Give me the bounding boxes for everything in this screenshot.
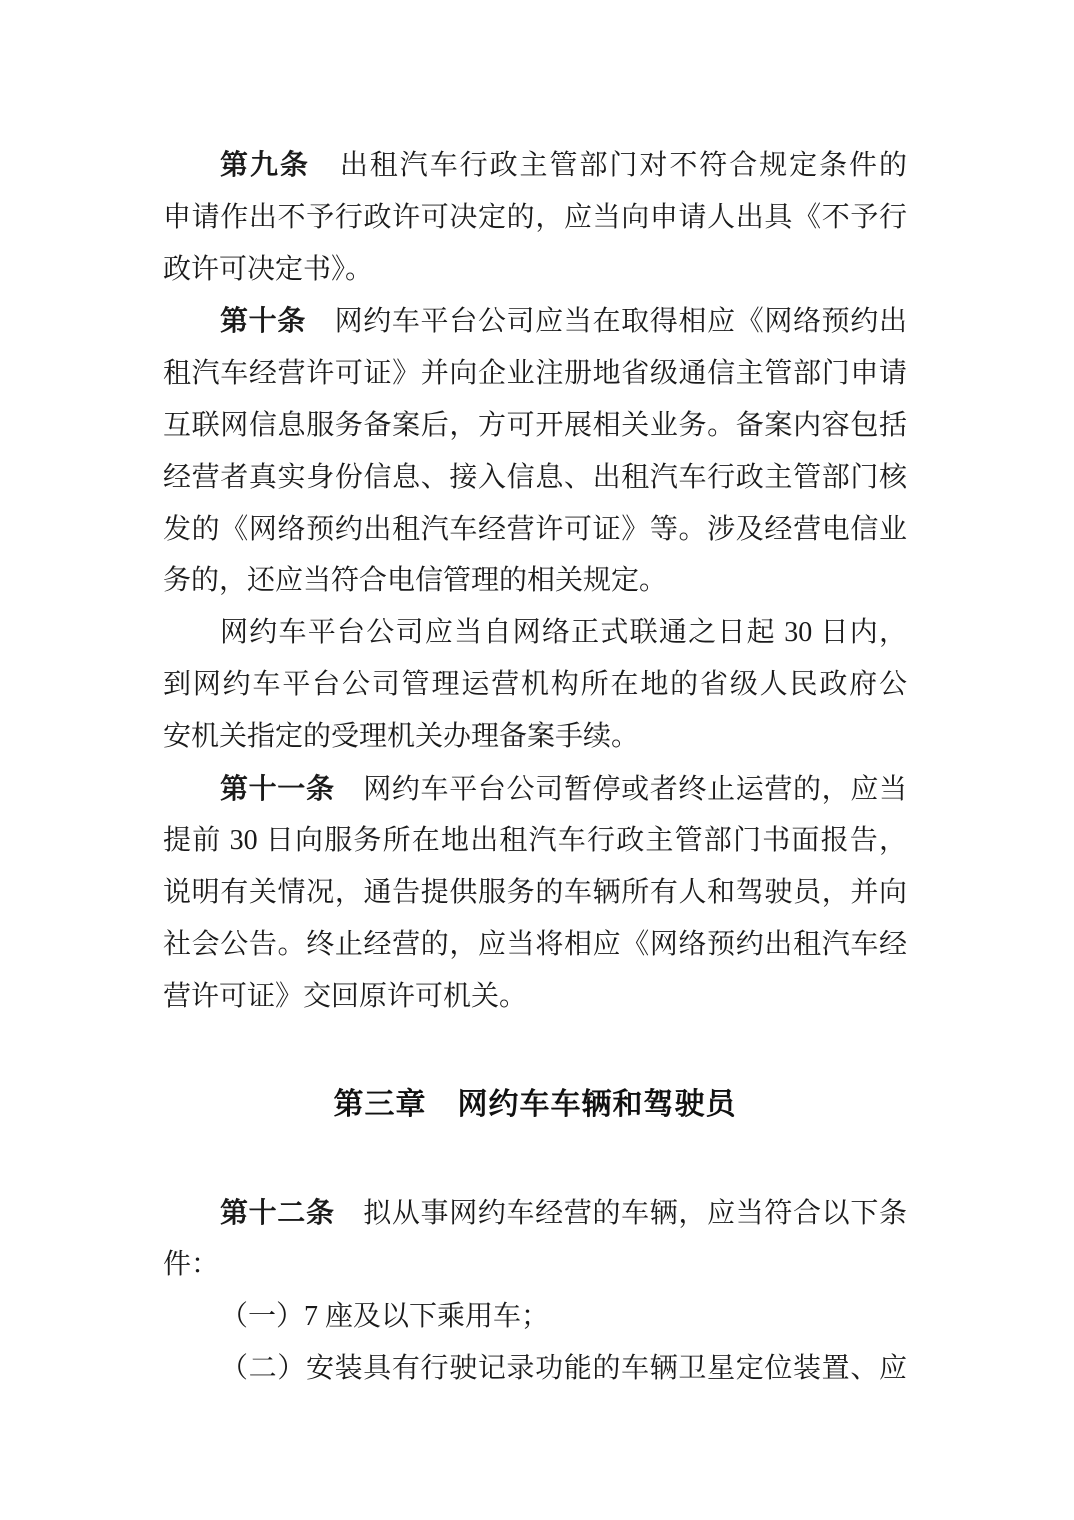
doc-line: 说明有关情况，通告提供服务的车辆所有人和驾驶员，并向 xyxy=(163,877,907,909)
doc-line-article-12 xyxy=(163,1187,907,1240)
doc-line-list-item-1: （一）7 座及以下乘用车； xyxy=(220,1301,550,1333)
article-number: 第十一条 xyxy=(220,772,335,804)
doc-line: 到网约车平台公司管理运营机构所在地的省级人民政府公 xyxy=(163,668,907,700)
line-text: 网约车平台公司暂停或者终止运营的，应当 xyxy=(334,773,907,805)
doc-line: 政许可决定书》。 xyxy=(163,253,374,285)
article-number: 第十条 xyxy=(220,305,306,337)
doc-line-article-11 xyxy=(163,763,907,816)
doc-line-article-9 xyxy=(163,139,907,192)
line-text: 拟从事网约车经营的车辆，应当符合以下条 xyxy=(334,1197,907,1229)
doc-line: 经营者真实身份信息、接入信息、出租汽车行政主管部门核 xyxy=(163,461,907,493)
line-text: 出租汽车行政主管部门对不符合规定条件的 xyxy=(309,150,907,181)
doc-line: 申请作出不予行政许可决定的，应当向申请人出具《不予行 xyxy=(163,201,907,233)
doc-line: 营许可证》交回原许可机关。 xyxy=(163,980,528,1012)
doc-line: 发的《网络预约出租汽车经营许可证》等。涉及经营电信业 xyxy=(163,513,907,545)
doc-line-list-item-2: （二）安装具有行驶记录功能的车辆卫星定位装置、应 xyxy=(220,1352,907,1384)
doc-line: 提前 30 日向服务所在地出租汽车行政主管部门书面报告， xyxy=(163,825,907,857)
article-number: 第十二条 xyxy=(220,1196,335,1228)
article-number: 第九条 xyxy=(220,149,310,180)
doc-line: 件： xyxy=(163,1249,220,1281)
doc-line: 租汽车经营许可证》并向企业注册地省级通信主管部门申请 xyxy=(163,358,907,390)
doc-line: 互联网信息服务备案后，方可开展相关业务。备案内容包括 xyxy=(163,409,907,441)
doc-line-article-10 xyxy=(163,295,907,348)
line-text: 网约车平台公司应当在取得相应《网络预约出 xyxy=(305,306,907,338)
doc-line: 安机关指定的受理机关办理备案手续。 xyxy=(163,720,640,752)
chapter-heading: 第三章 网约车车辆和驾驶员 xyxy=(333,1087,737,1121)
doc-line: 务的，还应当符合电信管理的相关规定。 xyxy=(163,565,668,597)
doc-line: 社会公告。终止经营的，应当将相应《网络预约出租汽车经 xyxy=(163,928,907,960)
doc-line: 网约车平台公司应当自网络正式联通之日起 30 日内， xyxy=(220,617,907,649)
